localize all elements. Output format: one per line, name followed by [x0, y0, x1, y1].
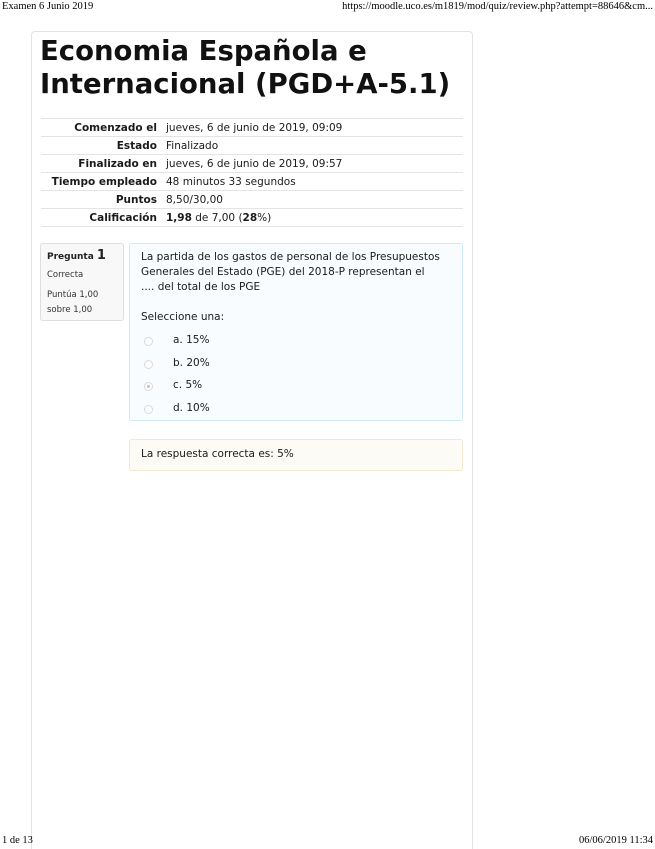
summary-row-started [41, 119, 463, 137]
question-grade: Puntúa 1,00 sobre 1,00 [47, 290, 99, 315]
question-number [47, 248, 106, 263]
attempt-summary-table [41, 118, 463, 227]
grade-end: %) [257, 211, 272, 224]
grade-value [163, 209, 463, 227]
summary-label: Puntos [115, 193, 157, 206]
summary-value: Finalizado [166, 139, 219, 152]
grade-middle: de 7,00 ( [195, 211, 243, 224]
answer-option-label: b. 20% [173, 357, 210, 369]
print-header-title: Examen 6 Junio 2019 [2, 1, 94, 12]
radio-button[interactable] [144, 360, 153, 369]
answer-option-label: c. 5% [173, 379, 203, 391]
summary-row-points [41, 191, 463, 209]
feedback-box [129, 439, 463, 471]
radio-button-selected[interactable] [144, 382, 153, 391]
summary-row-time [41, 173, 463, 191]
summary-label: Calificación [89, 211, 157, 224]
grade-percent: 28 [242, 211, 258, 224]
page-title: Economia Española e Internacional (PGD+A-5.1) [40, 35, 451, 100]
question-state: Correcta [47, 270, 84, 280]
question-text: La partida de los gastos de personal de los Presupuestos Generales del Estado (PGE) del 2018-P representan el .... del total de los PGE [141, 251, 440, 293]
question-info-box [40, 243, 124, 321]
summary-label: Comenzado el [74, 121, 157, 134]
summary-label: Estado [116, 139, 157, 152]
summary-row-grade [41, 209, 463, 227]
print-header-url: https://moodle.uco.es/m1819/mod/quiz/review.php?attempt=88646&cm... [342, 1, 653, 12]
summary-value: 48 minutos 33 segundos [166, 175, 296, 188]
summary-value: jueves, 6 de junio de 2019, 09:57 [166, 157, 343, 170]
answer-option-label: d. 10% [173, 402, 210, 414]
question-label: Pregunta [47, 252, 94, 262]
question-number-value: 1 [96, 248, 106, 263]
correct-answer-feedback: La respuesta correcta es: 5% [141, 448, 294, 460]
answer-option-label: a. 15% [173, 334, 210, 346]
summary-value: jueves, 6 de junio de 2019, 09:09 [166, 121, 343, 134]
radio-button[interactable] [144, 337, 153, 346]
summary-row-finished [41, 155, 463, 173]
print-timestamp: 06/06/2019 11:34 [579, 835, 653, 846]
page-count: 1 de 13 [2, 835, 33, 846]
summary-value: 8,50/30,00 [166, 193, 223, 206]
question-content-box [129, 243, 463, 421]
summary-label: Tiempo empleado [51, 175, 157, 188]
grade-score: 1,98 [166, 211, 192, 224]
summary-row-state [41, 137, 463, 155]
summary-label: Finalizado en [78, 157, 157, 170]
print-footer [0, 834, 655, 848]
answer-prompt: Seleccione una: [141, 311, 225, 323]
radio-button[interactable] [144, 405, 153, 414]
print-header [0, 0, 655, 14]
quiz-review-card [31, 31, 473, 849]
